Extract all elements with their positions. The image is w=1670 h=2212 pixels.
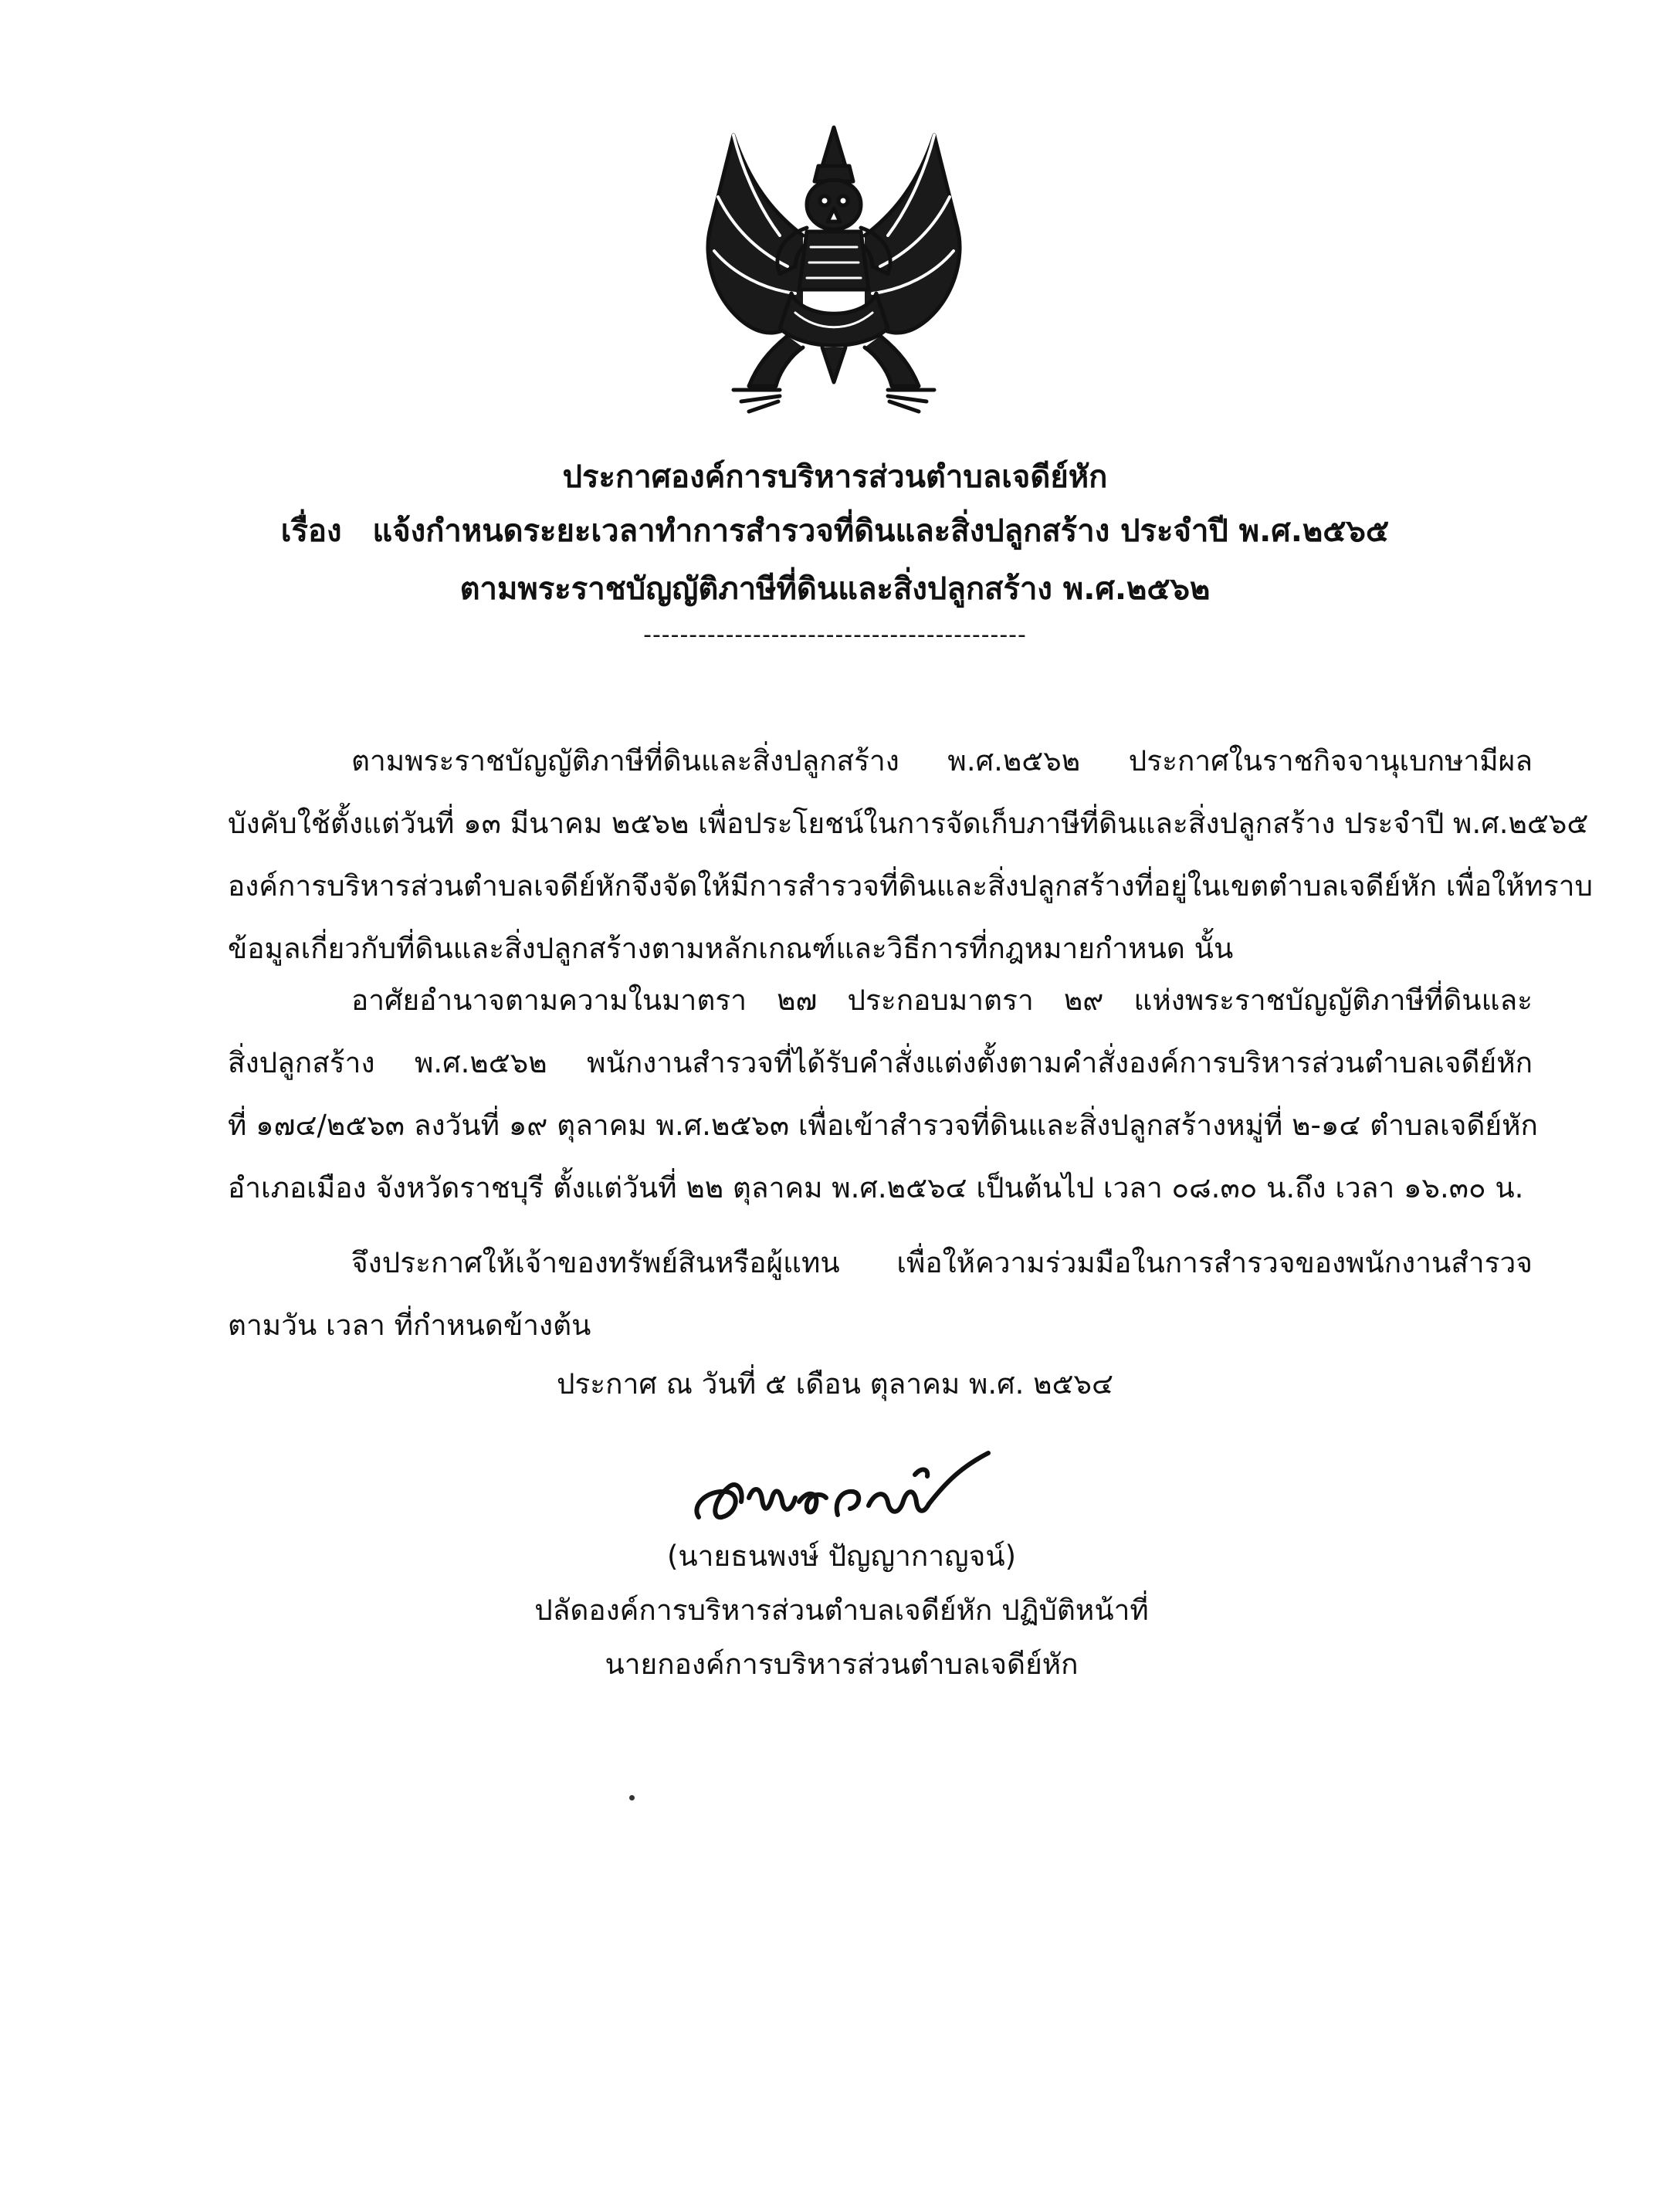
paragraph-line: อำเภอเมือง จังหวัดราชบุรี ตั้งแต่วันที่ ๒๒ ตุลาคม พ.ศ.๒๕๖๔ เป็นต้นไป เวลา ๐๘.๓๐ น.ถึง เวลา ๑๖.๓๐ น.: [228, 1171, 1524, 1204]
garuda-emblem-icon: [687, 120, 981, 421]
subject-line-2: ตามพระราชบัญญัติภาษีที่ดินและสิ่งปลูกสร้าง พ.ศ.๒๕๖๒: [459, 571, 1211, 607]
announcement-date: ประกาศ ณ วันที่ ๕ เดือน ตุลาคม พ.ศ. ๒๕๖๔: [556, 1367, 1114, 1401]
paragraph-line: สิ่งปลูกสร้าง พ.ศ.๒๕๖๒ พนักงานสำรวจที่ได้รับคำสั่งแต่งตั้งตามคำสั่งองค์การบริหารส่วนตำบลเจดีย์หัก: [228, 1046, 1533, 1079]
paragraph-line: บังคับใช้ตั้งแต่วันที่ ๑๓ มีนาคม ๒๕๖๒ เพื่อประโยชน์ในการจัดเก็บภาษีที่ดินและสิ่งปลูกสร้าง ประจำปี พ.ศ.๒๕๖๕: [228, 807, 1589, 840]
scan-speck: [629, 1795, 635, 1800]
paragraph-line: ที่ ๑๗๔/๒๕๖๓ ลงวันที่ ๑๙ ตุลาคม พ.ศ.๒๕๖๓ เพื่อเข้าสำรวจที่ดินและสิ่งปลูกสร้างหมู่ที่ ๒-๑๔ ตำบลเจดีย์หัก: [228, 1109, 1538, 1142]
paragraph-line: ตามวัน เวลา ที่กำหนดข้างต้น: [228, 1309, 591, 1342]
paragraph-line: ตามพระราชบัญญัติภาษีที่ดินและสิ่งปลูกสร้าง พ.ศ.๒๕๖๒ ประกาศในราชกิจจานุเบกษามีผล: [351, 744, 1533, 777]
handwritten-signature: [683, 1444, 1008, 1536]
subject-line: [0, 510, 1670, 553]
issuer-title: ประกาศองค์การบริหารส่วนตำบลเจดีย์หัก: [562, 459, 1108, 495]
paragraph-3: [228, 1231, 1533, 1357]
subject-text: แจ้งกำหนดระยะเวลาทำการสำรวจที่ดินและสิ่งปลูกสร้าง ประจำปี พ.ศ.๒๕๖๕: [372, 513, 1390, 549]
subject-prefix: เรื่อง: [280, 513, 342, 549]
paragraph-line: องค์การบริหารส่วนตำบลเจดีย์หักจึงจัดให้มีการสำรวจที่ดินและสิ่งปลูกสร้างที่อยู่ในเขตตำบลเจดีย์หัก เพื่อให้ทราบ: [228, 869, 1593, 903]
separator: ------------------------------------------: [643, 622, 1027, 649]
paragraph-1: [228, 730, 1593, 980]
signatory-position-1: ปลัดองค์การบริหารส่วนตำบลเจดีย์หัก ปฏิบัติหน้าที่: [534, 1594, 1149, 1627]
signatory-name: (นายธนพงษ์ ปัญญากาญจน์): [666, 1540, 1017, 1573]
paragraph-line: จึงประกาศให้เจ้าของทรัพย์สินหรือผู้แทน เพื่อให้ความร่วมมือในการสำรวจของพนักงานสำรวจ: [351, 1246, 1533, 1279]
signatory-position-2: นายกองค์การบริหารส่วนตำบลเจดีย์หัก: [605, 1648, 1079, 1681]
paragraph-2: [228, 969, 1538, 1219]
paragraph-line: ข้อมูลเกี่ยวกับที่ดินและสิ่งปลูกสร้างตามหลักเกณฑ์และวิธีการที่กฎหมายกำหนด นั้น: [228, 932, 1234, 965]
paragraph-line: อาศัยอำนาจตามความในมาตรา ๒๗ ประกอบมาตรา ๒๙ แห่งพระราชบัญญัติภาษีที่ดินและ: [351, 984, 1533, 1017]
